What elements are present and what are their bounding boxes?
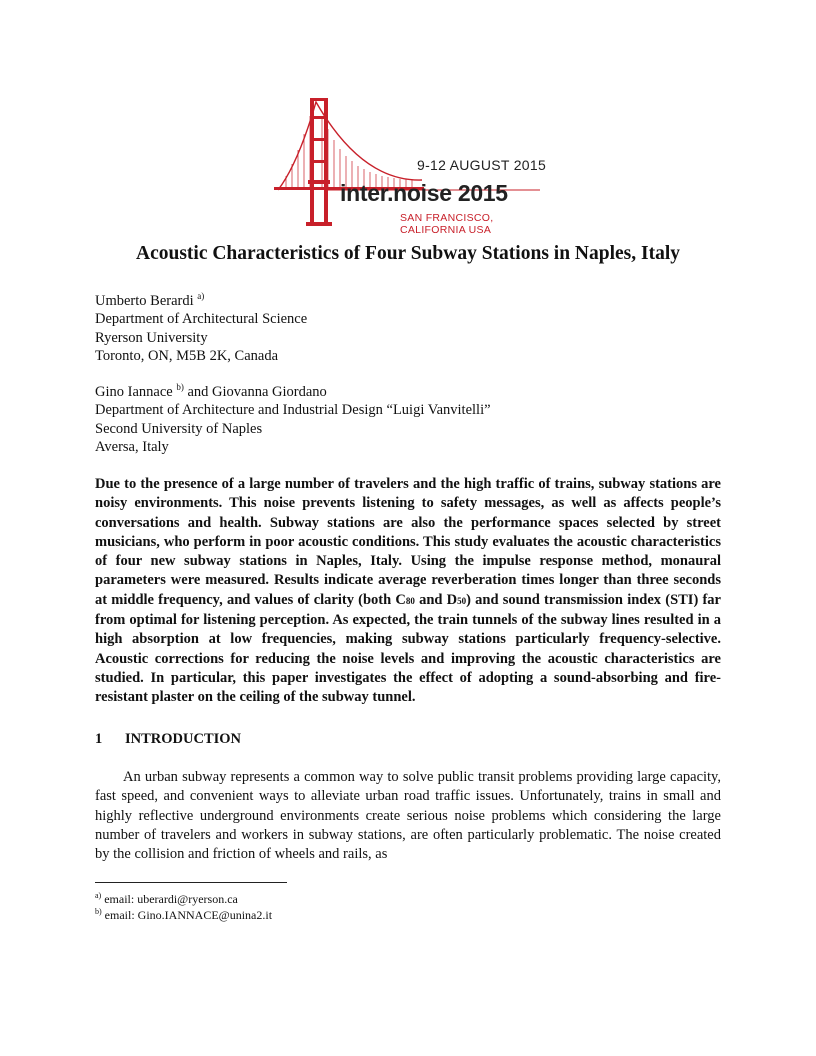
affiliation-line: Department of Architectural Science	[95, 311, 308, 328]
footnote-item: $^{a)}$ email: uberardi@ryerson.ca	[95, 891, 238, 906]
footnotes	[95, 892, 272, 923]
affiliation-line: Toronto, ON, M5B 2K, Canada	[95, 347, 279, 364]
abstract: Due to the presence of a large number of travelers and the high traffic of trains, subway stations are noisy environments. This noise prevents listening to safety messages, as well as affects people’s conversations and health. Subway stations are also the performance spaces selected by street musicians, who perform in poor acoustic conditions. This study evaluates the acoustic characteristics of four new subway stations in Naples, Italy. Using the impulse response method, monaural parameters were measured. Results indicate average reverberation times longer than three seconds at middle frequency, and values of clarity (both C80 and D50) and sound transmission index (STI) far from optimal for listening perception. As expected, the train tunnels of the subway lines resulted in a high absorption at low frequencies, making subway stations particularly frequency-selective. Acoustic corrections for reducing the noise levels and improving the acoustic characteristics are studied. In particular, this paper investigates the effect of adopting a sound-absorbing and fire-resistant plaster on the ceiling of the subway tunnel.	[95, 476, 721, 706]
email-link[interactable]: email: Gino.IANNACE@unina2.it	[104, 907, 273, 922]
email-link[interactable]: email: uberardi@ryerson.ca	[104, 892, 238, 906]
author-name: Umberto Berardi $^{a)}$	[95, 291, 205, 309]
affiliation-line: Aversa, Italy	[95, 438, 169, 455]
affiliation-line: Department of Architecture and Industrial Design “Luigi Vanvitelli”	[95, 402, 491, 419]
author-name: Gino Iannace $^{b)}$ and Giovanna Giordano	[95, 382, 327, 400]
conference-date: 9-12 AUGUST 2015	[417, 157, 547, 173]
conference-location: SAN FRANCISCO, CALIFORNIA USA	[400, 212, 494, 236]
affiliation-line: Second University of Naples	[95, 420, 263, 437]
footnote-mark: a)	[197, 291, 205, 302]
author-block-2	[95, 383, 491, 456]
conference-name: inter.noise 2015	[340, 180, 508, 206]
footnote-mark: b)	[176, 382, 184, 393]
conference-logo	[270, 94, 550, 236]
paper-title: Acoustic Characteristics of Four Subway Stations in Naples, Italy	[135, 243, 681, 264]
footnote-item: $^{b)}$ email: Gino.IANNACE@unina2.it	[95, 906, 273, 922]
body-paragraph: An urban subway represents a common way to solve public transit problems providing large capacity, fast speed, and convenient ways to alleviate urban road traffic issues. Unfortunately, trains in small and highly reflective underground environments create serious noise problems which considering the large number of travelers and workers in subway stations, are often particularly problematic. The noise created by the collision and friction of wheels and rails, as	[95, 769, 721, 863]
section-heading: 1 INTRODUCTION	[95, 731, 242, 747]
author-block-1	[95, 292, 307, 365]
footnote-divider	[95, 882, 287, 883]
affiliation-line: Ryerson University	[95, 329, 208, 346]
